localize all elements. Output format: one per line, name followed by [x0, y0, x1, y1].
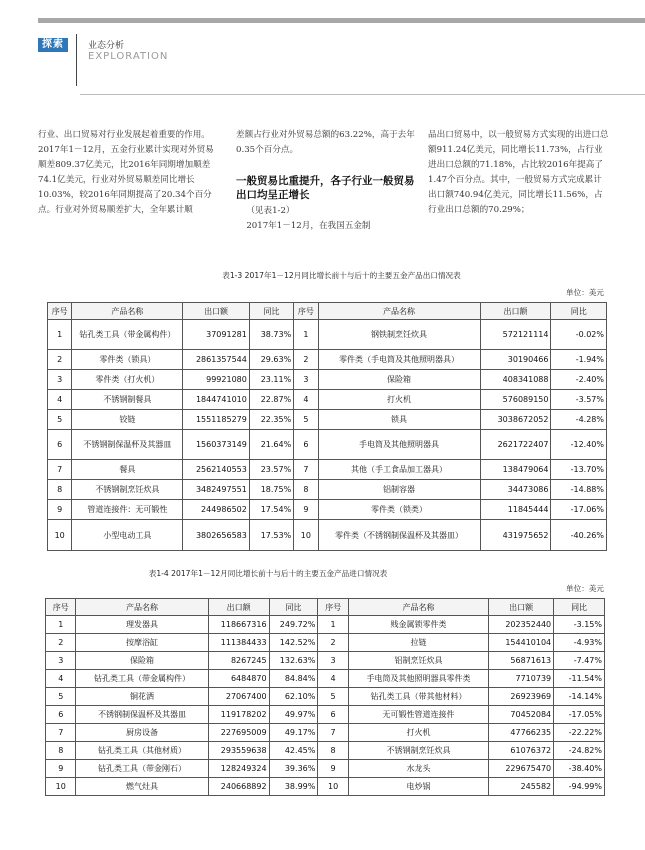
table-cell: 47766235: [489, 724, 554, 742]
table-cell: 7710739: [489, 670, 554, 688]
table-cell: 10: [318, 778, 348, 796]
column-header: 出口额: [208, 599, 269, 616]
table-cell: 132.63%: [269, 652, 318, 670]
table-cell: 9: [48, 500, 72, 520]
header-divider: [76, 34, 77, 86]
table-cell: 119178202: [208, 706, 269, 724]
table-cell: 4: [46, 670, 76, 688]
table-cell: 8: [318, 742, 348, 760]
table-cell: -2.40%: [551, 370, 607, 390]
top-rule: [38, 18, 645, 23]
table-cell: 22.87%: [249, 390, 293, 410]
table-cell: 钻孔类工具（带金属构件）: [76, 670, 208, 688]
table-cell: 2861357544: [183, 350, 250, 370]
table-cell: 1: [318, 616, 348, 634]
table-cell: 5: [294, 410, 318, 430]
table-cell: 零件类（手电筒及其他照明器具）: [318, 350, 480, 370]
table-cell: 154410104: [489, 634, 554, 652]
table-cell: 其他（手工食品加工器具）: [318, 460, 480, 480]
table-cell: -11.54%: [554, 670, 605, 688]
table-row: [46, 706, 605, 724]
table-cell: 3038672052: [480, 410, 551, 430]
table-cell: 不锈钢制保温杯及其器皿: [72, 430, 183, 460]
table-row: [48, 390, 607, 410]
table-cell: 不锈钢制保温杯及其器皿: [76, 706, 208, 724]
table-cell: 铜花洒: [76, 688, 208, 706]
table-cell: 6: [46, 706, 76, 724]
table-cell: -12.40%: [551, 430, 607, 460]
table-cell: 钻孔类工具（带金刚石）: [76, 760, 208, 778]
paragraph: 2017年1－12月，在我国五金制: [246, 221, 371, 231]
table-cell: 锁具: [318, 410, 480, 430]
table-cell: -17.06%: [551, 500, 607, 520]
table-cell: -3.15%: [554, 616, 605, 634]
table-cell: 1560373149: [183, 430, 250, 460]
table-row: [48, 370, 607, 390]
table-cell: 22.35%: [249, 410, 293, 430]
table-cell: 29.63%: [249, 350, 293, 370]
table-cell: 拉链: [348, 634, 488, 652]
table-cell: 2: [48, 350, 72, 370]
table-cell: 1: [46, 616, 76, 634]
paragraph: 行业、出口贸易对行业发展起着重要的作用。2017年1－12月，五金行业累计实现对外贸易顺差809.37亿美元，比2016年同期增加顺差74.1亿美元，行业对外贸易顺差同比增长10.03%，较2016年同期提高了20.34个百分点。行业对外贸易顺差扩大，全年累计顺: [38, 130, 214, 215]
article-subheading: 一般贸易比重提升，各子行业一般贸易出口均呈正增长: [236, 175, 415, 201]
table-cell: 142.52%: [269, 634, 318, 652]
column-header: 出口额: [489, 599, 554, 616]
table-cell: 21.64%: [249, 430, 293, 460]
article-column-2: [236, 128, 416, 234]
table-cell: 9: [294, 500, 318, 520]
table-cell: 3: [46, 652, 76, 670]
table-cell: 244986502: [183, 500, 250, 520]
table-cell: 17.54%: [249, 500, 293, 520]
table-cell: 钻孔类工具（带其他材料）: [348, 688, 488, 706]
table-cell: 3: [48, 370, 72, 390]
table-row: [46, 688, 605, 706]
table-cell: 电炒锅: [348, 778, 488, 796]
table-cell: 202352440: [489, 616, 554, 634]
table-cell: 餐具: [72, 460, 183, 480]
table-cell: 6: [48, 430, 72, 460]
table-cell: 3: [318, 652, 348, 670]
table-cell: 小型电动工具: [72, 520, 183, 551]
column-header: 序号: [294, 303, 318, 320]
table-cell: 2: [318, 634, 348, 652]
table-row: [48, 350, 607, 370]
table-header-row: [48, 303, 607, 320]
table-cell: 7: [318, 724, 348, 742]
table-cell: 99921080: [183, 370, 250, 390]
table-cell: 6: [318, 706, 348, 724]
table-row: [48, 500, 607, 520]
table-cell: 铝制容器: [318, 480, 480, 500]
section-tag: 探索: [38, 38, 68, 52]
table-cell: 5: [48, 410, 72, 430]
table-cell: 26923969: [489, 688, 554, 706]
table-cell: 61076372: [489, 742, 554, 760]
table-cell: 1: [48, 320, 72, 350]
table-cell: 铝制烹饪炊具: [348, 652, 488, 670]
table-cell: 293559638: [208, 742, 269, 760]
table-cell: 不锈钢制烹饪炊具: [348, 742, 488, 760]
table-cell: 7: [46, 724, 76, 742]
table-cell: 10: [48, 520, 72, 551]
table-cell: 不锈钢制烹饪炊具: [72, 480, 183, 500]
table-cell: 10: [294, 520, 318, 551]
table-cell: 零件类（打火机）: [72, 370, 183, 390]
table-cell: 8: [294, 480, 318, 500]
table-cell: -94.99%: [554, 778, 605, 796]
table-cell: 408341088: [480, 370, 551, 390]
column-header: 序号: [46, 599, 76, 616]
table-cell: 5: [318, 688, 348, 706]
table-cell: 2562140553: [183, 460, 250, 480]
table-row: [48, 430, 607, 460]
table-body: [46, 616, 605, 796]
table-cell: 1: [294, 320, 318, 350]
table-cell: 零件类（锁具）: [72, 350, 183, 370]
article-column-3: [428, 128, 610, 218]
table-cell: -7.47%: [554, 652, 605, 670]
column-header: 同比: [249, 303, 293, 320]
table-1-4-caption: 表1-4 2017年1－12月同比增长前十与后十的主要五金产品进口情况表: [148, 569, 388, 578]
table-cell: -0.02%: [551, 320, 607, 350]
column-header: 序号: [318, 599, 348, 616]
table-cell: -17.05%: [554, 706, 605, 724]
table-cell: 无可锻性管道连接件: [348, 706, 488, 724]
table-cell: 38.73%: [249, 320, 293, 350]
table-cell: 9: [318, 760, 348, 778]
table-cell: -13.70%: [551, 460, 607, 480]
table-cell: -40.26%: [551, 520, 607, 551]
table-row: [46, 670, 605, 688]
table-cell: 39.36%: [269, 760, 318, 778]
table-cell: 贱金属锁零件类: [348, 616, 488, 634]
table-cell: 431975652: [480, 520, 551, 551]
table-cell: 零件类（锁类）: [318, 500, 480, 520]
table-1-3: [47, 302, 607, 551]
table-row: [46, 616, 605, 634]
table-1-4-unit: 单位：美元: [566, 584, 604, 593]
table-cell: 8267245: [208, 652, 269, 670]
table-cell: 249.72%: [269, 616, 318, 634]
table-cell: 8: [46, 742, 76, 760]
table-cell: 229675470: [489, 760, 554, 778]
column-header: 产品名称: [72, 303, 183, 320]
table-cell: 227695009: [208, 724, 269, 742]
table-cell: 5: [46, 688, 76, 706]
table-cell: 17.53%: [249, 520, 293, 551]
table-cell: 240668892: [208, 778, 269, 796]
column-header: 序号: [48, 303, 72, 320]
table-cell: 111384433: [208, 634, 269, 652]
table-cell: 4: [48, 390, 72, 410]
table-cell: -14.14%: [554, 688, 605, 706]
table-cell: 18.75%: [249, 480, 293, 500]
table-cell: 23.11%: [249, 370, 293, 390]
table-cell: -24.82%: [554, 742, 605, 760]
paragraph: 差额占行业对外贸易总额的63.22%，高于去年0.35个百分点。: [236, 130, 415, 155]
table-cell: 34473086: [480, 480, 551, 500]
column-header: 出口额: [480, 303, 551, 320]
table-cell: 7: [294, 460, 318, 480]
table-cell: 钻孔类工具（带金属构件）: [72, 320, 183, 350]
table-cell: 11845444: [480, 500, 551, 520]
table-row: [46, 742, 605, 760]
table-cell: -14.88%: [551, 480, 607, 500]
table-cell: -1.94%: [551, 350, 607, 370]
table-cell: 1551185279: [183, 410, 250, 430]
paragraph: 品出口贸易中，以一般贸易方式实现的出进口总额911.24亿美元，同比增长11.73%，占行业进出口总额的71.18%，占比较2016年提高了1.47个百分点。其中，一般贸易方式完成累计出口额740.94亿美元，同比增长11.56%，占行业出口总额的70.29%；: [428, 130, 609, 215]
table-reference: （见表1-2）: [246, 206, 295, 216]
table-cell: 2621722407: [480, 430, 551, 460]
table-cell: 4: [294, 390, 318, 410]
column-header: 同比: [551, 303, 607, 320]
article-column-1: [38, 128, 218, 218]
table-body: [48, 320, 607, 551]
table-cell: 保险箱: [318, 370, 480, 390]
table-cell: 不锈钢制餐具: [72, 390, 183, 410]
table-cell: 手电筒及其他照明器具零件类: [348, 670, 488, 688]
table-cell: 70452084: [489, 706, 554, 724]
table-row: [46, 760, 605, 778]
table-cell: 56871613: [489, 652, 554, 670]
page-header: [38, 34, 645, 86]
table-cell: 6: [294, 430, 318, 460]
table-cell: -22.22%: [554, 724, 605, 742]
table-cell: 打火机: [318, 390, 480, 410]
table-cell: 厨房设备: [76, 724, 208, 742]
table-cell: 576089150: [480, 390, 551, 410]
table-cell: -4.93%: [554, 634, 605, 652]
column-header: 产品名称: [318, 303, 480, 320]
table-cell: 1844741010: [183, 390, 250, 410]
table-cell: 49.17%: [269, 724, 318, 742]
column-header: 产品名称: [76, 599, 208, 616]
table-row: [48, 520, 607, 551]
table-1-4: [45, 598, 605, 796]
table-cell: 118667316: [208, 616, 269, 634]
table-cell: 打火机: [348, 724, 488, 742]
table-cell: 128249324: [208, 760, 269, 778]
table-cell: 245582: [489, 778, 554, 796]
table-cell: 3482497551: [183, 480, 250, 500]
table-cell: 27067400: [208, 688, 269, 706]
table-row: [46, 634, 605, 652]
section-title-cn: 业态分析: [88, 41, 125, 51]
table-cell: 2: [46, 634, 76, 652]
table-cell: 2: [294, 350, 318, 370]
table-cell: 铰链: [72, 410, 183, 430]
column-header: 产品名称: [348, 599, 488, 616]
table-cell: 7: [48, 460, 72, 480]
table-cell: 保险箱: [76, 652, 208, 670]
header-rule: [80, 94, 645, 95]
table-cell: 4: [318, 670, 348, 688]
table-cell: 3802656583: [183, 520, 250, 551]
table-row: [48, 480, 607, 500]
table-cell: -4.28%: [551, 410, 607, 430]
table-row: [48, 320, 607, 350]
section-title-en: EXPLORATION: [88, 51, 169, 62]
table-cell: 10: [46, 778, 76, 796]
table-cell: 水龙头: [348, 760, 488, 778]
table-cell: 钢铁制烹饪炊具: [318, 320, 480, 350]
table-cell: 38.99%: [269, 778, 318, 796]
table-cell: 理发器具: [76, 616, 208, 634]
table-cell: 9: [46, 760, 76, 778]
table-cell: 6484870: [208, 670, 269, 688]
table-cell: 8: [48, 480, 72, 500]
column-header: 同比: [554, 599, 605, 616]
table-cell: 84.84%: [269, 670, 318, 688]
table-cell: -3.57%: [551, 390, 607, 410]
table-row: [46, 778, 605, 796]
column-header: 同比: [269, 599, 318, 616]
table-1-3-caption: 表1-3 2017年1－12月同比增长前十与后十的主要五金产品出口情况表: [222, 271, 461, 280]
table-header-row: [46, 599, 605, 616]
table-cell: 62.10%: [269, 688, 318, 706]
table-1-3-unit: 单位：美元: [566, 288, 604, 297]
table-cell: 3: [294, 370, 318, 390]
column-header: 出口额: [183, 303, 250, 320]
table-row: [46, 652, 605, 670]
table-cell: 按摩浴缸: [76, 634, 208, 652]
table-cell: 42.45%: [269, 742, 318, 760]
table-cell: 钻孔类工具（其他材质）: [76, 742, 208, 760]
table-cell: 燃气灶具: [76, 778, 208, 796]
table-cell: 49.97%: [269, 706, 318, 724]
table-cell: 管道连接件：无可锻性: [72, 500, 183, 520]
table-cell: 手电筒及其他照明器具: [318, 430, 480, 460]
table-cell: 23.57%: [249, 460, 293, 480]
table-row: [46, 724, 605, 742]
table-cell: 138479064: [480, 460, 551, 480]
table-cell: -38.40%: [554, 760, 605, 778]
table-cell: 37091281: [183, 320, 250, 350]
table-cell: 572121114: [480, 320, 551, 350]
table-cell: 30190466: [480, 350, 551, 370]
table-cell: 零件类（不锈钢制保温杯及其器皿）: [318, 520, 480, 551]
table-row: [48, 460, 607, 480]
table-row: [48, 410, 607, 430]
